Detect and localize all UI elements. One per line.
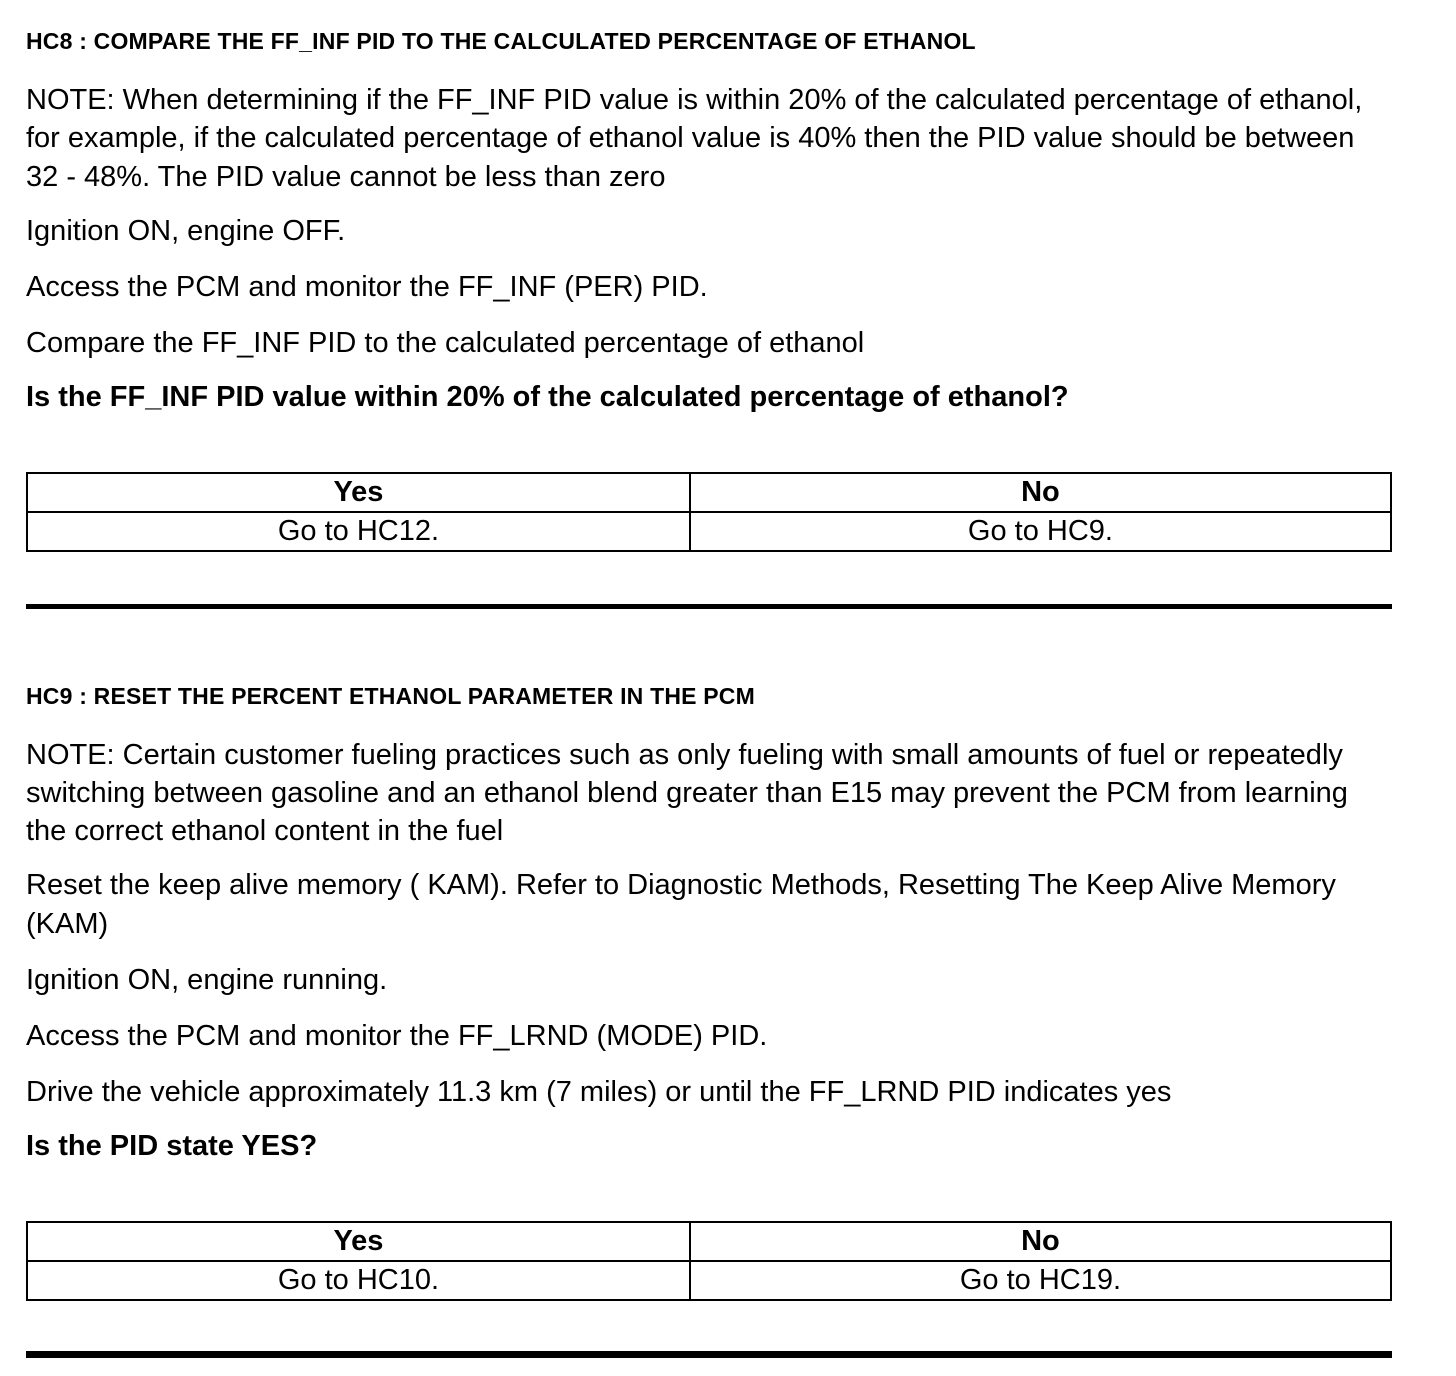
procedure-step: Reset the keep alive memory ( KAM). Refer to Diagnostic Methods, Resetting The Keep Alive Memory (KAM) [26,869,1336,940]
table-cell-no-action: Go to HC9. [690,512,1391,551]
procedure-step: Ignition ON, engine OFF. [26,214,346,247]
section-hc9 [26,683,1392,1358]
table-row [27,1261,1391,1300]
section-hc8 [26,28,1392,609]
table-header-yes: Yes [27,473,690,512]
note-paragraph: NOTE: When determining if the FF_INF PID value is within 20% of the calculated percentage of ethanol, for example, if the calculated percentage of ethanol value is 40% then the PID value should be between 32 - 48%. The PID value cannot be less than zero [26,84,1363,193]
procedure-step: Ignition ON, engine running. [26,963,388,996]
table-header-yes: Yes [27,1222,690,1261]
section-heading-hc8: HC8 : COMPARE THE FF_INF PID TO THE CALCULATED PERCENTAGE OF ETHANOL [26,28,976,54]
table-cell-yes-action: Go to HC10. [27,1261,690,1300]
table-header-no: No [690,473,1391,512]
procedure-step: Access the PCM and monitor the FF_INF (PER) PID. [26,271,708,304]
table-header-row [27,473,1391,512]
procedure-step: Compare the FF_INF PID to the calculated percentage of ethanol [26,327,865,360]
decision-question: Is the FF_INF PID value within 20% of the calculated percentage of ethanol? [26,380,1069,413]
procedure-step: Drive the vehicle approximately 11.3 km (7 miles) or until the FF_LRND PID indicates yes [26,1076,1172,1109]
decision-question: Is the PID state YES? [26,1129,318,1162]
table-row [27,512,1391,551]
decision-table-hc8 [26,472,1392,552]
table-header-row [27,1222,1391,1261]
table-header-no: No [690,1222,1391,1261]
section-heading-hc9: HC9 : RESET THE PERCENT ETHANOL PARAMETER IN THE PCM [26,682,755,709]
page-end-divider [26,1351,1392,1358]
procedure-step: Access the PCM and monitor the FF_LRND (MODE) PID. [26,1020,768,1053]
section-divider [26,604,1392,609]
table-cell-yes-action: Go to HC12. [27,512,690,551]
note-paragraph: NOTE: Certain customer fueling practices such as only fueling with small amounts of fuel or repeatedly switching between gasoline and an ethanol blend greater than E15 may prevent the PCM from learning the correct ethanol content in the fuel [26,738,1348,848]
table-cell-no-action: Go to HC19. [690,1261,1391,1300]
decision-table-hc9 [26,1221,1392,1301]
